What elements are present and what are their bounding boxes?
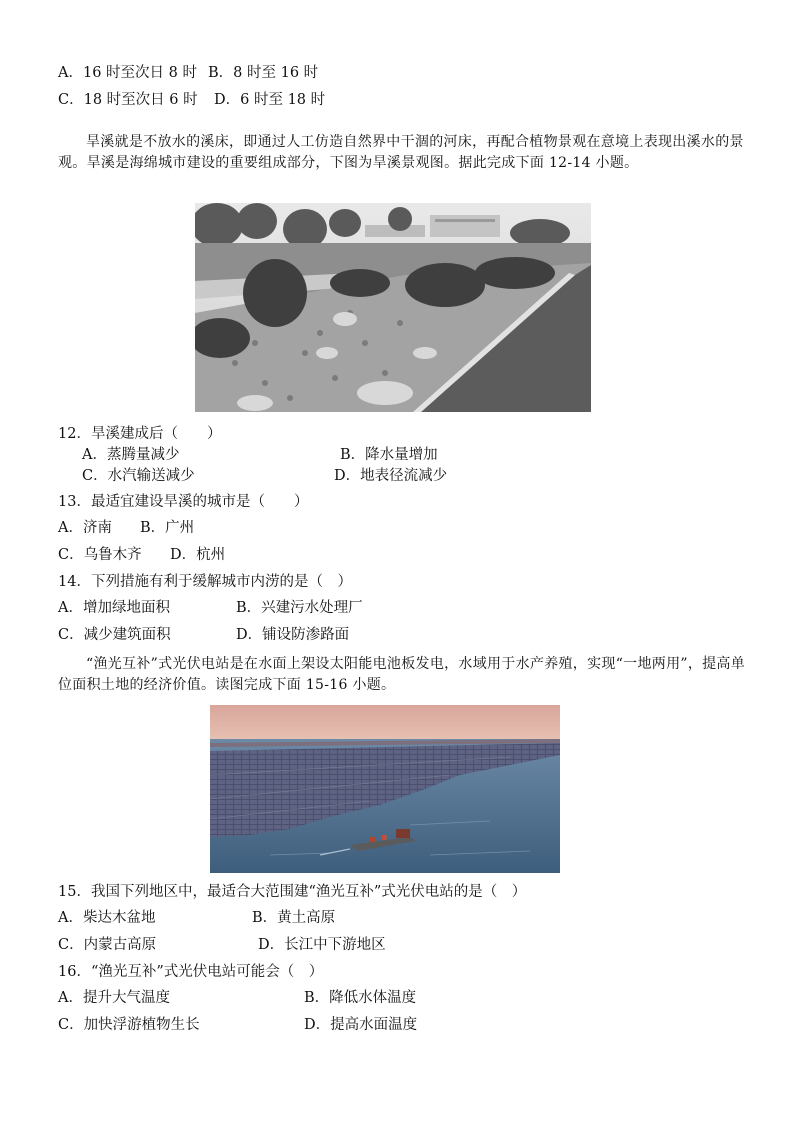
q15-option-d: D．长江中下游地区 xyxy=(258,937,386,953)
q11-option-d: D．6 时至 18 时 xyxy=(214,92,326,108)
q15-option-a: A．柴达木盆地 xyxy=(58,910,156,926)
q16-option-a: A．提升大气温度 xyxy=(58,990,170,1006)
q12-option-d: D．地表径流减少 xyxy=(334,468,448,484)
q16-option-d: D．提高水面温度 xyxy=(304,1017,418,1033)
q15-stem: 15．我国下列地区中，最适合大范围建“渔光互补”式光伏电站的是（ ） xyxy=(58,884,527,900)
q14-option-c: C．减少建筑面积 xyxy=(58,627,171,643)
q14-option-a: A．增加绿地面积 xyxy=(58,600,170,616)
q15-option-c: C．内蒙古高原 xyxy=(58,937,157,953)
q13-option-c: C．乌鲁木齐 xyxy=(58,547,142,563)
q14-option-d: D．铺设防渗路面 xyxy=(236,627,350,643)
q14-stem: 14．下列措施有利于缓解城市内涝的是（ ） xyxy=(58,574,352,590)
dry-creek-photo xyxy=(195,203,591,412)
q12-stem: 12．旱溪建成后（ ） xyxy=(58,426,222,442)
fishery-solar-photo-illustration xyxy=(210,705,560,873)
fishery-solar-photo xyxy=(210,705,560,873)
q12-option-a: A．蒸腾量减少 xyxy=(82,447,180,463)
dry-creek-photo-illustration xyxy=(195,203,591,412)
q11-option-a: A．16 时至次日 8 时 xyxy=(58,65,197,81)
q14-option-b: B．兴建污水处理厂 xyxy=(236,600,363,616)
q11-option-b: B．8 时至 16 时 xyxy=(208,65,319,81)
q12-option-b: B．降水量增加 xyxy=(340,447,438,463)
q16-stem: 16．“渔光互补”式光伏电站可能会（ ） xyxy=(58,964,324,980)
q13-option-b: B．广州 xyxy=(140,520,195,536)
q12-option-c: C．水汽输送减少 xyxy=(82,468,195,484)
q13-option-a: A．济南 xyxy=(58,520,112,536)
q13-stem: 13．最适宜建设旱溪的城市是（ ） xyxy=(58,494,309,510)
q15-option-b: B．黄土高原 xyxy=(252,910,336,926)
passage-dry-creek: 旱溪就是不放水的溪床，即通过人工仿造自然界中干涸的河床，再配合植物景观在意境上表现出溪水的景观。旱溪是海绵城市建设的重要组成部分，下图为旱溪景观图。据此完成下面 12-14 小题。 xyxy=(58,134,744,171)
q13-option-d: D．杭州 xyxy=(170,547,226,563)
q11-option-c: C．18 时至次日 6 时 xyxy=(58,92,198,108)
passage-fishery-solar: “渔光互补”式光伏电站是在水面上架设太阳能电池板发电，水域用于水产养殖，实现“一地两用”，提高单位面积土地的经济价值。读图完成下面 15-16 小题。 xyxy=(58,656,746,693)
q16-option-c: C．加快浮游植物生长 xyxy=(58,1017,200,1033)
q16-option-b: B．降低水体温度 xyxy=(304,990,417,1006)
